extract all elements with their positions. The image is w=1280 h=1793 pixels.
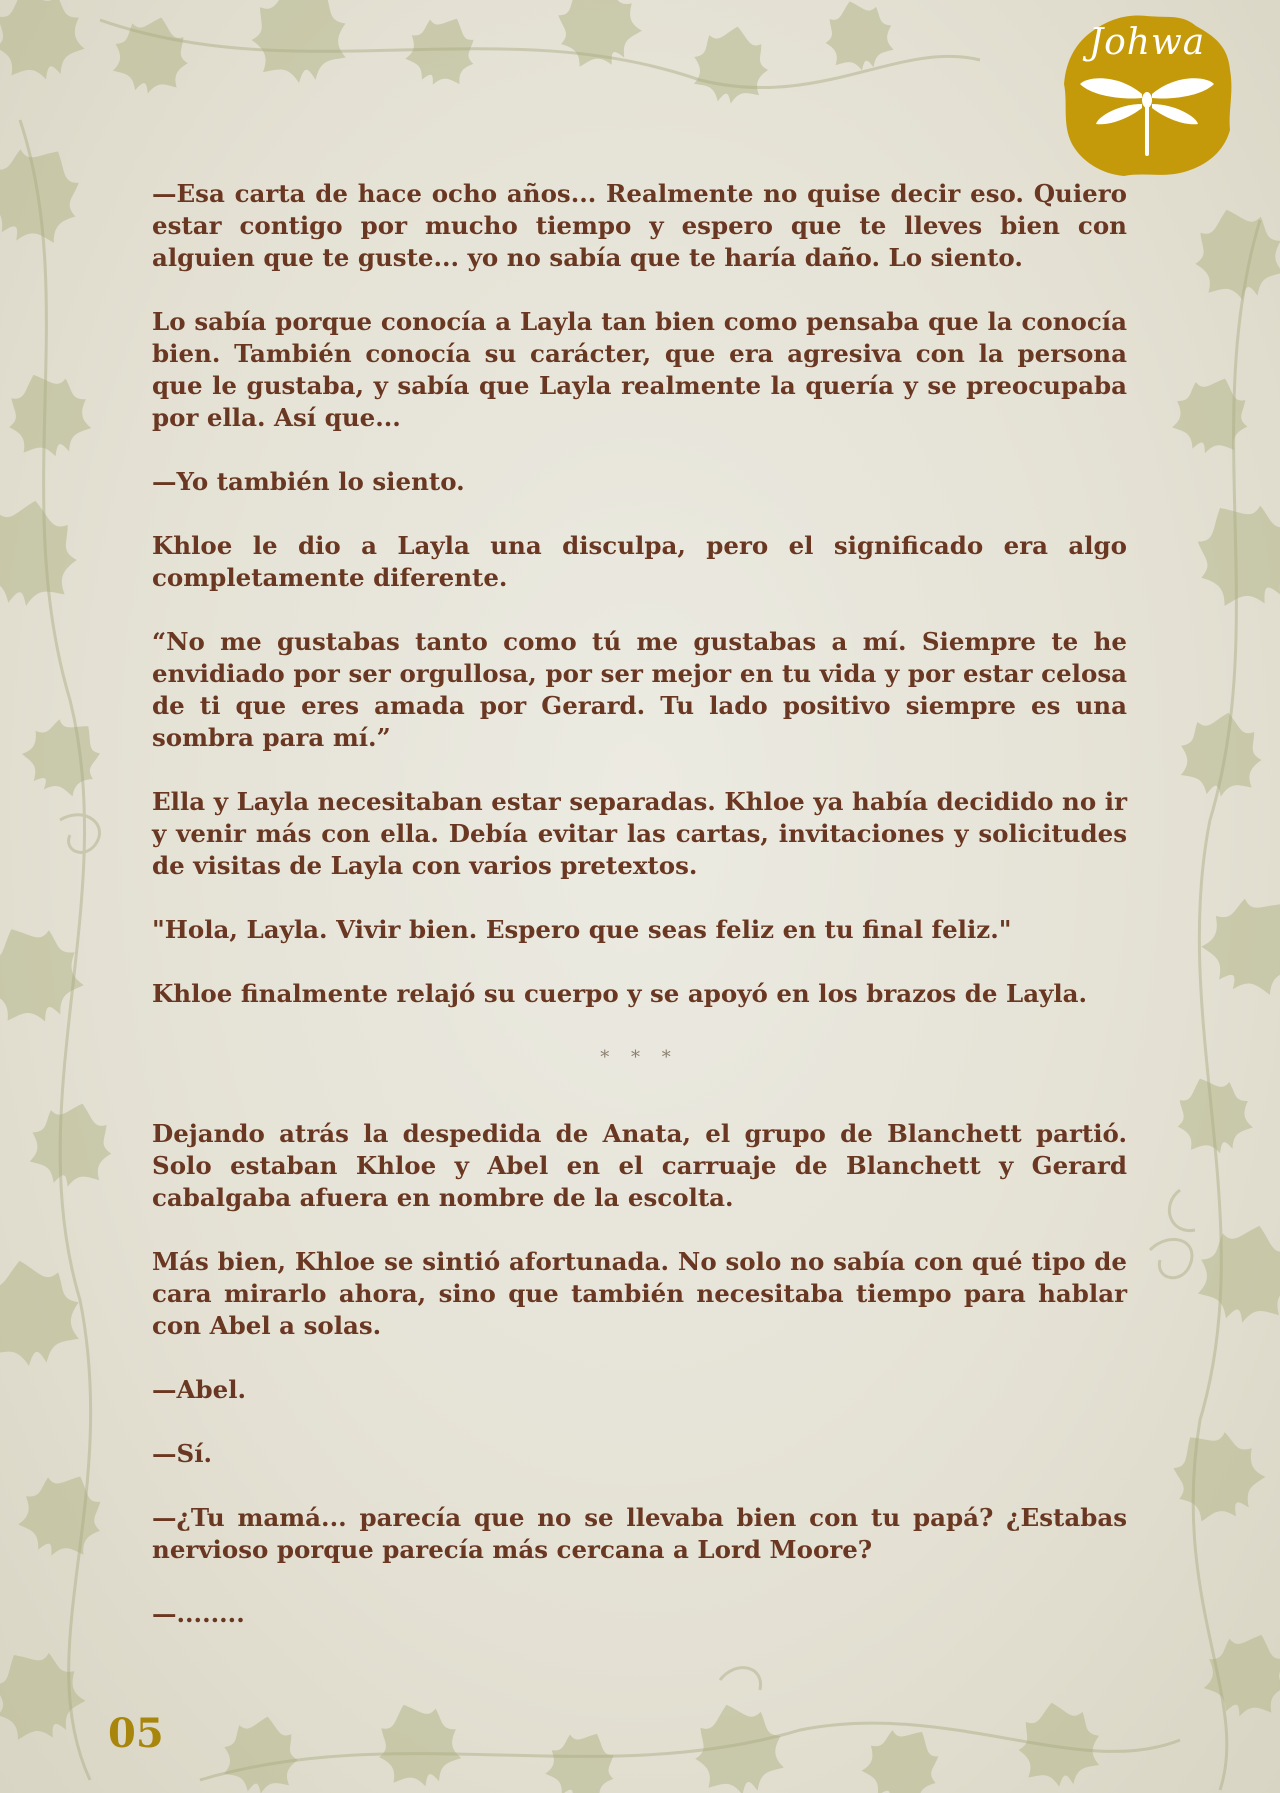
paragraph: Lo sabía porque conocía a Layla tan bien como pensaba que la conocía bien. También conocía su carácter, que era agresiva con la persona que le gustaba, y sabía que Layla realmente la quería y se preocupaba por ella. Así que... [152,307,1127,432]
paragraph: Khloe finalmente relajó su cuerpo y se apoyó en los brazos de Layla. [152,979,1088,1008]
paragraph: "Hola, Layla. Vivir bien. Espero que seas feliz en tu final feliz." [152,915,1012,944]
paragraph: —........ [152,1599,245,1628]
page-number: 05 [108,1710,164,1757]
paragraph: Ella y Layla necesitaban estar separadas. Khloe ya había decidido no ir y venir más con ella. Debía evitar las cartas, invitaciones y solicitudes de visitas de Layla con varios pretextos. [152,787,1127,880]
brand-logo [1058,12,1236,178]
brand-name: Johwa [1088,22,1206,63]
scene-separator: * * * [600,1047,679,1068]
paragraph: Más bien, Khloe se sintió afortunada. No solo no sabía con qué tipo de cara mirarlo ahora, sino que también necesitaba tiempo para hablar con Abel a solas. [152,1247,1127,1340]
chapter-text [152,178,1127,1662]
paragraph: Khloe le dio a Layla una disculpa, pero el significado era algo completamente diferente. [152,531,1127,592]
paragraph: —¿Tu mamá... parecía que no se llevaba bien con tu papá? ¿Estabas nervioso porque parecía más cercana a Lord Moore? [152,1503,1127,1564]
paragraph: —Sí. [152,1439,213,1468]
paragraph: Dejando atrás la despedida de Anata, el grupo de Blanchett partió. Solo estaban Khloe y Abel en el carruaje de Blanchett y Gerard cabalgaba afuera en nombre de la escolta. [152,1119,1127,1212]
paragraph: —Yo también lo siento. [152,467,465,496]
paragraph: —Esa carta de hace ocho años... Realmente no quise decir eso. Quiero estar contigo por mucho tiempo y espero que te lleves bien con alguien que te guste... yo no sabía que te haría daño. Lo siento. [152,179,1127,272]
paragraph: “No me gustabas tanto como tú me gustabas a mí. Siempre te he envidiado por ser orgullosa, por ser mejor en tu vida y por estar celosa de ti que eres amada por Gerard. Tu lado positivo siempre es una sombra para mí.” [152,627,1127,752]
paragraph: —Abel. [152,1375,247,1404]
